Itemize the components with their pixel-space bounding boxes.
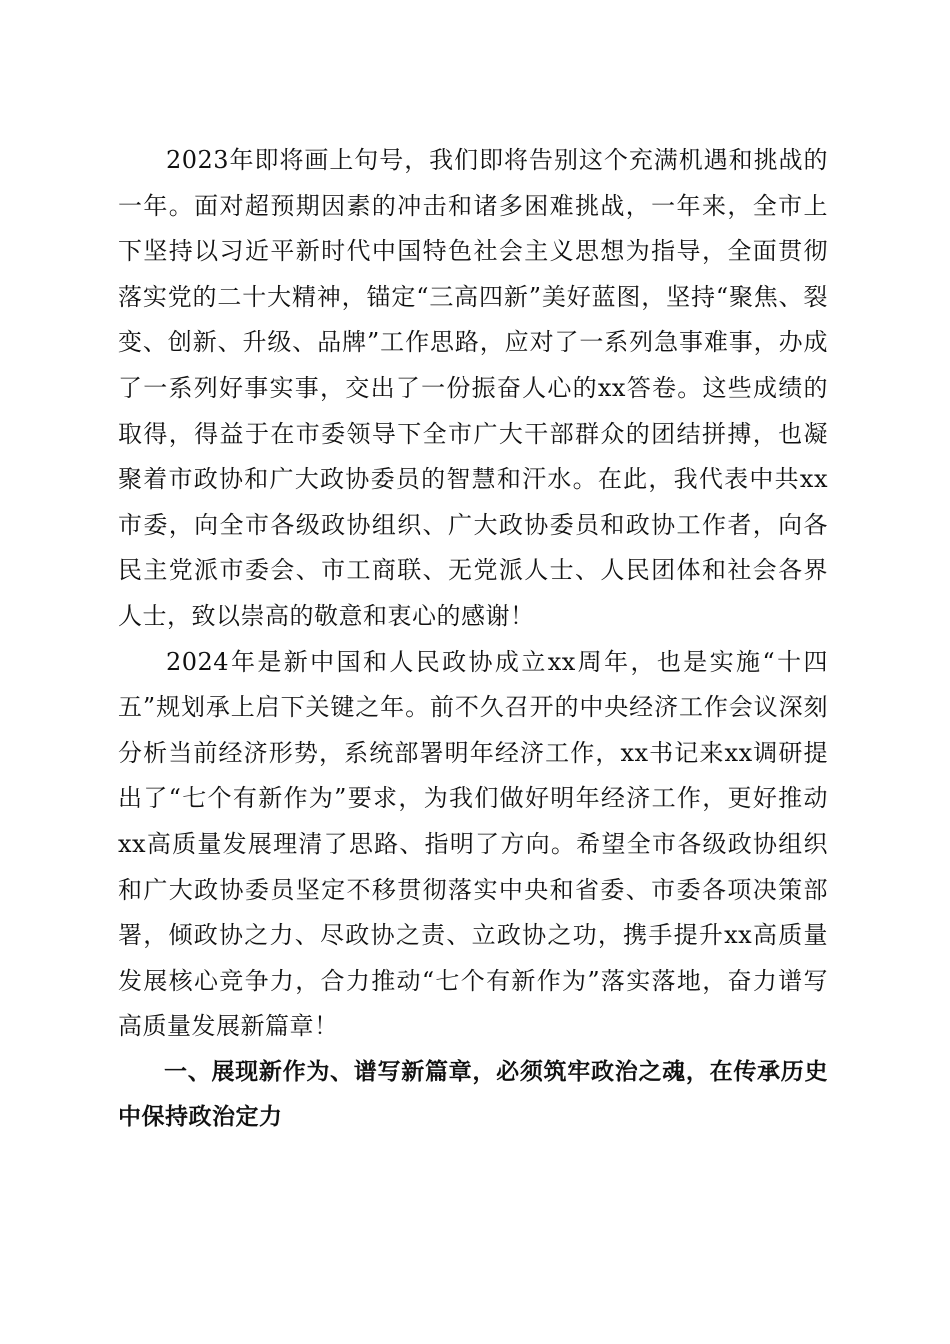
section-heading-1: 一、展现新作为、谱写新篇章，必须筑牢政治之魂，在传承历史中保持政治定力 <box>118 1058 828 1131</box>
paragraph-1: 2023年即将画上句号，我们即将告别这个充满机遇和挑战的一年。面对超预期因素的冲击和诸多困难挑战，一年来，全市上下坚持以习近平新时代中国特色社会主义思想为指导，全面贯彻落实党的二十大精神，锚定“三高四新”美好蓝图，坚持“聚焦、裂变、创新、升级、品牌”工作思路，应对了一系列急事难事，办成了一系列好事实事，交出了一份振奋人心的xx答卷。这些成绩的取得，得益于在市委领导下全市广大干部群众的团结拼搏，也凝聚着市政协和广大政协委员的智慧和汗水。在此，我代表中共xx市委，向全市各级政协组织、广大政协委员和政协工作者，向各民主党派市委会、市工商联、无党派人士、人民团体和社会各界人士，致以崇高的敬意和衷心的感谢！ <box>118 146 828 630</box>
document-page <box>118 138 828 1141</box>
paragraph-2: 2024年是新中国和人民政协成立xx周年，也是实施“十四五”规划承上启下关键之年。前不久召开的中央经济工作会议深刻分析当前经济形势，系统部署明年经济工作，xx书记来xx调研提出了“七个有新作为”要求，为我们做好明年经济工作，更好推动xx高质量发展理清了思路、指明了方向。希望全市各级政协组织和广大政协委员坚定不移贯彻落实中央和省委、市委各项决策部署，倾政协之力、尽政协之责、立政协之功，携手提升xx高质量发展核心竞争力，合力推动“七个有新作为”落实落地，奋力谱写高质量发展新篇章！ <box>118 647 828 1041</box>
